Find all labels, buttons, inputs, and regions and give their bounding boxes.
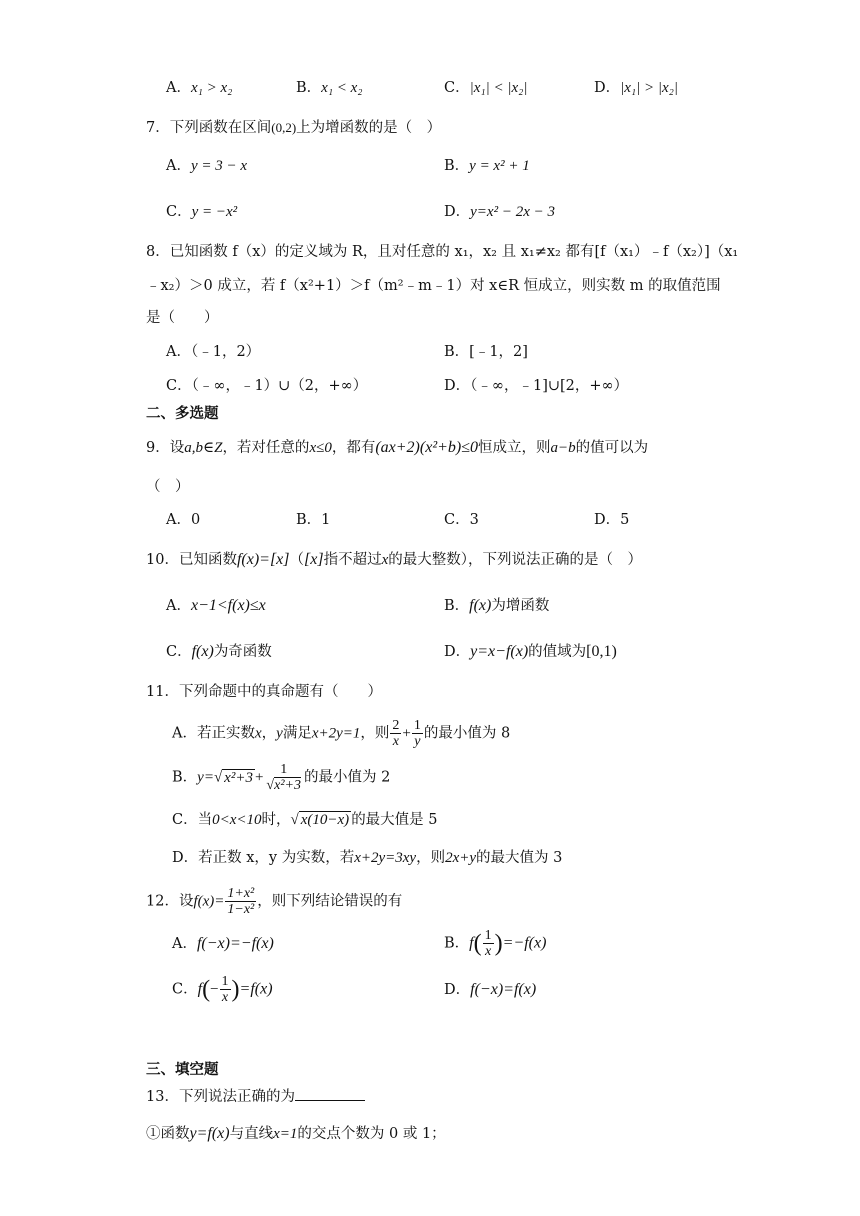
item-text: 与直线 <box>229 1126 274 1142</box>
math: (ax+2)(x²+b)≤0 <box>375 439 479 456</box>
stem-text: 的值可以为 <box>575 440 649 456</box>
option-text: B． <box>172 769 198 786</box>
option-text: C．当 <box>172 812 213 828</box>
q7-option-d <box>444 202 555 222</box>
option-expr: |x₁| < |x₂| <box>469 80 528 96</box>
option-label: C． <box>444 80 470 96</box>
option-expr: x₁ < x₂ <box>321 80 363 96</box>
denominator: 1−x² <box>227 902 255 917</box>
numerator: 1 <box>280 762 288 777</box>
math: =f(x) <box>239 980 273 998</box>
fraction <box>390 718 401 749</box>
sqrt: √ x²+3 <box>213 769 253 786</box>
q11-stem: 11．下列命题中的真命题有（ ） <box>146 684 382 700</box>
q8-option-d <box>444 376 628 396</box>
q12-option-b <box>444 928 546 959</box>
denominator: x <box>485 944 492 959</box>
option-label: C． <box>166 644 192 660</box>
interval: (0,2) <box>271 120 297 135</box>
numerator: 1 <box>221 974 229 989</box>
stem-text: 7．下列函数在区间 <box>146 120 272 136</box>
fraction <box>225 886 256 917</box>
q11-option-d <box>172 848 562 868</box>
option-expr: y=x² − 2x − 3 <box>470 204 555 220</box>
option-expr: 3 <box>469 512 479 528</box>
option-label: C． <box>166 204 192 220</box>
option-expr: [0,1) <box>586 643 617 660</box>
q12-option-a <box>172 934 274 954</box>
q7-option-a <box>166 156 247 176</box>
option-tail: 为增函数 <box>491 598 550 614</box>
math: y= <box>197 769 214 786</box>
math: f(x)= <box>193 893 225 910</box>
option-expr: 0 <box>190 512 201 528</box>
option-text: 满足 <box>282 725 312 742</box>
q10-stem <box>146 550 642 570</box>
q12-option-d <box>444 980 536 1000</box>
q8-option-a <box>166 342 260 362</box>
stem-text: ，若对任意的 <box>222 440 310 456</box>
denominator: x <box>392 734 399 749</box>
math: x+2y=3xy <box>354 850 417 866</box>
option-expr: f(−x)=f(x) <box>470 981 537 998</box>
radicand: x²+3 <box>274 778 301 793</box>
option-label: D． <box>594 512 621 528</box>
option-expr: （﹣∞，﹣1）∪（2，+∞） <box>191 378 368 394</box>
fraction <box>483 928 494 959</box>
stem-text: 9．设 <box>146 440 185 456</box>
q12-option-c <box>172 974 273 1005</box>
option-expr: x−1<f(x)≤x <box>190 597 266 614</box>
q7-option-c <box>166 202 237 222</box>
option-text: 的最小值为 2 <box>303 769 391 786</box>
q8-stem-line1: 8．已知函数 f（x）的定义域为 R，且对任意的 x₁，x₂ 且 x₁≠x₂ 都有[f（x₁）﹣f（x₂）]（x₁ <box>146 244 739 260</box>
q10-option-b <box>444 596 549 616</box>
math: x=1 <box>273 1126 298 1142</box>
option-expr: y = 3 − x <box>190 158 248 174</box>
option-expr: 5 <box>620 512 630 528</box>
option-label: A． <box>166 512 191 528</box>
option-label: D． <box>594 80 621 96</box>
option-label: A． <box>166 80 191 96</box>
paren-open: ( <box>202 976 211 1003</box>
fraction <box>220 974 231 1005</box>
q10-option-d <box>444 642 617 662</box>
q9-option-c <box>444 510 479 530</box>
fraction <box>264 762 303 793</box>
option-expr: |x₁| > |x₂| <box>620 80 679 96</box>
paren-close: ) <box>494 930 503 957</box>
math: a,b∈Z <box>184 440 223 456</box>
q9-option-a <box>166 510 200 530</box>
denominator: √x²+3 <box>266 778 301 793</box>
q8-stem-line2: ﹣x₂）＞0 成立，若 f（x²+1）＞f（m²﹣m﹣1）对 x∈R 恒成立，则实数 m 的取值范围 <box>146 278 721 294</box>
option-expr: [﹣1，2] <box>469 344 528 360</box>
section-heading-fill-in: 三、填空题 <box>146 1061 219 1078</box>
denominator: y <box>414 734 421 749</box>
math: f(x)=[x] <box>236 551 290 568</box>
math: =−f(x) <box>502 934 547 952</box>
q9-option-b <box>296 510 330 530</box>
numerator: 1 <box>413 718 421 733</box>
option-text: ，则 <box>416 850 446 866</box>
stem-text: 13．下列说法正确的为 <box>146 1089 295 1105</box>
option-expr: f(x) <box>191 643 214 660</box>
q13-item-1 <box>146 1124 446 1144</box>
option-expr: y = x² + 1 <box>469 158 530 174</box>
radicand: x(10−x) <box>300 812 350 828</box>
stem-text: 12．设 <box>146 893 194 910</box>
option-tail: 为奇函数 <box>213 644 272 660</box>
option-text: A．若正实数 <box>172 725 255 742</box>
q12-stem <box>146 886 402 917</box>
radicand: x²+3 <box>224 769 253 786</box>
option-label: A． <box>166 344 191 360</box>
math: f <box>469 934 474 952</box>
option-label: C． <box>172 981 198 998</box>
q6-option-a <box>166 78 232 98</box>
option-expr: f(−x)=−f(x) <box>196 935 274 952</box>
option-label: B． <box>444 598 470 614</box>
q7-stem <box>146 118 441 138</box>
denominator: x <box>221 990 229 1005</box>
option-label: A． <box>166 598 191 614</box>
option-label: D． <box>444 378 471 394</box>
option-label: B． <box>444 935 470 952</box>
math: y <box>276 725 283 742</box>
option-text: D．若正数 x，y 为实数，若 <box>172 850 355 866</box>
q6-option-d <box>594 78 678 98</box>
paren-open: ( <box>473 930 482 957</box>
math: − <box>210 981 219 998</box>
option-label: B． <box>296 512 322 528</box>
option-expr: （﹣1，2） <box>190 344 261 360</box>
math: [x] <box>304 551 324 568</box>
fraction <box>412 718 423 749</box>
stem-text: 10．已知函数 <box>146 552 237 568</box>
q8-option-c <box>166 376 367 396</box>
math: x <box>254 725 262 742</box>
numerator: 1+x² <box>227 886 255 901</box>
option-text: ， <box>261 725 277 742</box>
q10-option-c <box>166 642 272 662</box>
math: a−b <box>550 440 576 456</box>
q10-option-a <box>166 596 266 616</box>
math: 2x+y <box>445 850 477 866</box>
option-text: 时， <box>261 812 291 828</box>
q11-option-c <box>172 810 438 830</box>
section-heading-multiple-choice: 二、多选题 <box>146 405 219 422</box>
option-label: D． <box>444 982 471 998</box>
sqrt: √ x(10−x) <box>290 812 350 828</box>
option-tail: 的值域为 <box>528 644 587 660</box>
q9-stem-line2: （ ） <box>146 479 190 495</box>
math: x <box>381 552 389 568</box>
paren-close: ) <box>231 976 240 1003</box>
q6-option-c <box>444 78 527 98</box>
stem-text: ，则下列结论错误的有 <box>257 893 403 910</box>
option-label: A． <box>172 936 197 952</box>
stem-text: 恒成立，则 <box>478 440 551 456</box>
option-expr: （﹣∞，﹣1]∪[2，+∞） <box>470 378 629 394</box>
q9-stem <box>146 438 648 458</box>
math: 0<x<10 <box>212 812 262 828</box>
stem-text: ，都有 <box>331 440 376 456</box>
numerator: 2 <box>392 718 400 733</box>
option-label: D． <box>444 204 471 220</box>
option-expr: x₁ > x₂ <box>190 80 233 96</box>
option-label: B． <box>444 158 470 174</box>
q7-option-b <box>444 156 530 176</box>
q13-stem <box>146 1086 365 1107</box>
option-label: B． <box>444 344 470 360</box>
item-text: 的交点个数为 0 或 1； <box>297 1126 446 1142</box>
q8-stem-line3: 是（ ） <box>146 310 219 326</box>
stem-text: （ <box>289 552 305 568</box>
option-label: C． <box>166 378 192 394</box>
math: + <box>402 725 411 742</box>
math: x+2y=1 <box>311 725 361 742</box>
q9-option-d <box>594 510 629 530</box>
option-expr: 1 <box>321 512 331 528</box>
option-label: D． <box>444 644 471 660</box>
math: x≤0 <box>309 440 332 456</box>
stem-text: 指不超过 <box>323 552 382 568</box>
option-label: C． <box>444 512 470 528</box>
q6-option-b <box>296 78 363 98</box>
option-label: B． <box>296 80 322 96</box>
math: + <box>254 769 264 786</box>
item-text: ①函数 <box>146 1126 190 1142</box>
math: y=f(x) <box>189 1125 230 1142</box>
q8-option-b <box>444 342 528 362</box>
option-expr: y=x−f(x) <box>470 643 529 660</box>
option-expr: y = −x² <box>191 204 238 220</box>
answer-blank[interactable] <box>295 1086 365 1101</box>
option-text: 的最大值是 5 <box>351 812 438 828</box>
q11-option-a <box>172 718 510 749</box>
stem-text: 上为增函数的是（ ） <box>296 120 442 136</box>
q11-option-b <box>172 762 390 793</box>
numerator: 1 <box>484 928 492 943</box>
option-text: ，则 <box>360 725 390 742</box>
math: f <box>197 980 203 998</box>
option-text: 的最小值为 8 <box>423 725 511 742</box>
option-text: 的最大值为 3 <box>476 850 563 866</box>
option-expr: f(x) <box>469 597 492 614</box>
stem-text: 的最大整数），下列说法正确的是（ ） <box>388 552 642 568</box>
option-label: A． <box>166 158 191 174</box>
